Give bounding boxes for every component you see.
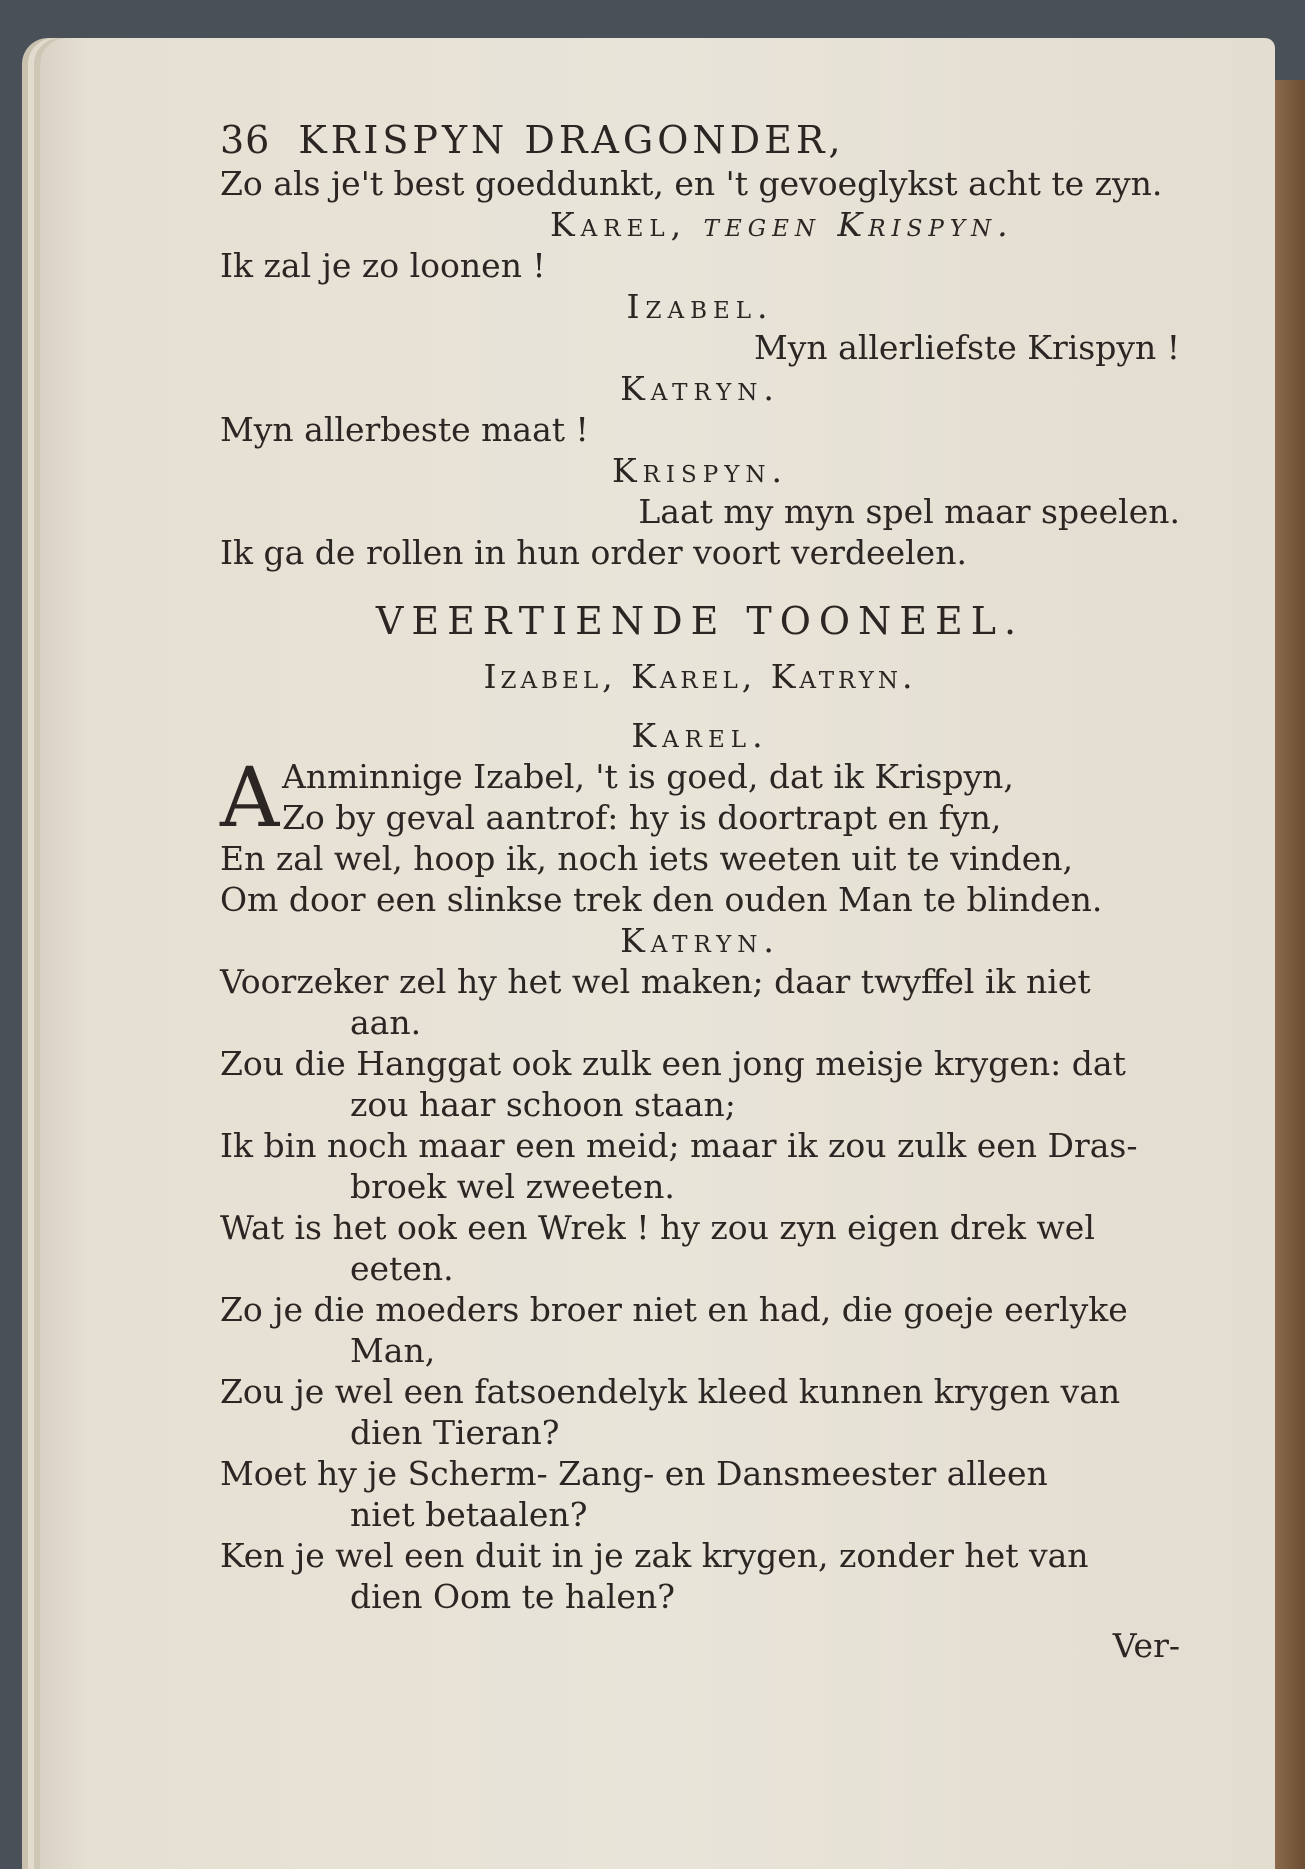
verse-line: Anminnige Izabel, 't is goed, dat ik Krispyn, (282, 757, 1014, 796)
stage-direction: tegen Krispyn. (703, 205, 1014, 244)
karel-speech (220, 751, 1180, 846)
verse-line: Wat is het ook een Wrek ! hy zou zyn eigen drek wel (220, 1208, 1095, 1247)
verse-continuation: aan. (350, 1003, 422, 1042)
speaker-krispyn: Krispyn. (611, 451, 789, 490)
verse-line: Zo je die moeders broer niet en had, die goeje eerlyke (220, 1290, 1128, 1329)
drop-cap: A (220, 751, 280, 846)
speaker-katryn: Katryn. (620, 369, 780, 408)
verse-line: Voorzeker zel hy het wel maken; daar twyffel ik niet (220, 962, 1091, 1001)
verse-line: Zo als je't best goeddunkt, en 't gevoeglykst acht te zyn. (220, 164, 1163, 203)
verse-continuation: niet betaalen? (350, 1495, 588, 1534)
verse-line: Ken je wel een duit in je zak krygen, zonder het van (220, 1536, 1089, 1575)
verse-continuation: dien Tieran? (350, 1413, 560, 1452)
facing-page-edge (1275, 80, 1305, 1869)
verse-line: Ik bin noch maar een meid; maar ik zou zulk een Dras- (220, 1126, 1138, 1165)
verse-continuation: Man, (350, 1331, 436, 1370)
scene-cast: Izabel, Karel, Katryn. (483, 657, 917, 696)
katryn-speech (220, 961, 1180, 1617)
page-number: 36 (220, 118, 271, 162)
verse-line: Laat my myn spel maar speelen. (638, 492, 1180, 531)
verse-line: Zo by geval aantrof: hy is doortrapt en fyn, (282, 798, 1002, 837)
scene-title: VEERTIENDE TOONEEL. (375, 599, 1025, 643)
running-head (220, 120, 1180, 161)
verse-line: Myn allerliefste Krispyn ! (753, 328, 1180, 367)
speaker-name: Karel (550, 205, 671, 244)
verse-line: Myn allerbeste maat ! (220, 410, 589, 449)
speaker-karel-2: Karel. (631, 716, 769, 755)
verse-continuation: broek wel zweeten. (350, 1167, 675, 1206)
verse-line: Om door een slinkse trek den ouden Man te blinden. (220, 880, 1103, 919)
verse-line: Zou die Hanggat ook zulk een jong meisje krygen: dat (220, 1044, 1126, 1083)
verse-line: Moet hy je Scherm- Zang- en Dansmeester alleen (220, 1454, 1048, 1493)
speaker-izabel: Izabel. (626, 287, 774, 326)
verse-line: Ik ga de rollen in hun order voort verdeelen. (220, 533, 967, 572)
page-text (220, 120, 1180, 1666)
verse-line: En zal wel, hoop ik, noch iets weeten uit te vinden, (220, 839, 1074, 878)
running-title: KRISPYN DRAGONDER, (298, 118, 845, 162)
verse-continuation: eeten. (350, 1249, 454, 1288)
speaker-katryn-2: Katryn. (620, 921, 780, 960)
verse-line: Ik zal je zo loonen ! (220, 246, 546, 285)
verse-line: Zou je wel een fatsoendelyk kleed kunnen krygen van (220, 1372, 1121, 1411)
catchword: Ver- (1112, 1626, 1180, 1665)
verse-continuation: zou haar schoon staan; (350, 1085, 736, 1124)
verse-continuation: dien Oom te halen? (350, 1577, 675, 1616)
speaker-karel: Karel, tegen Krispyn. (550, 205, 1014, 244)
